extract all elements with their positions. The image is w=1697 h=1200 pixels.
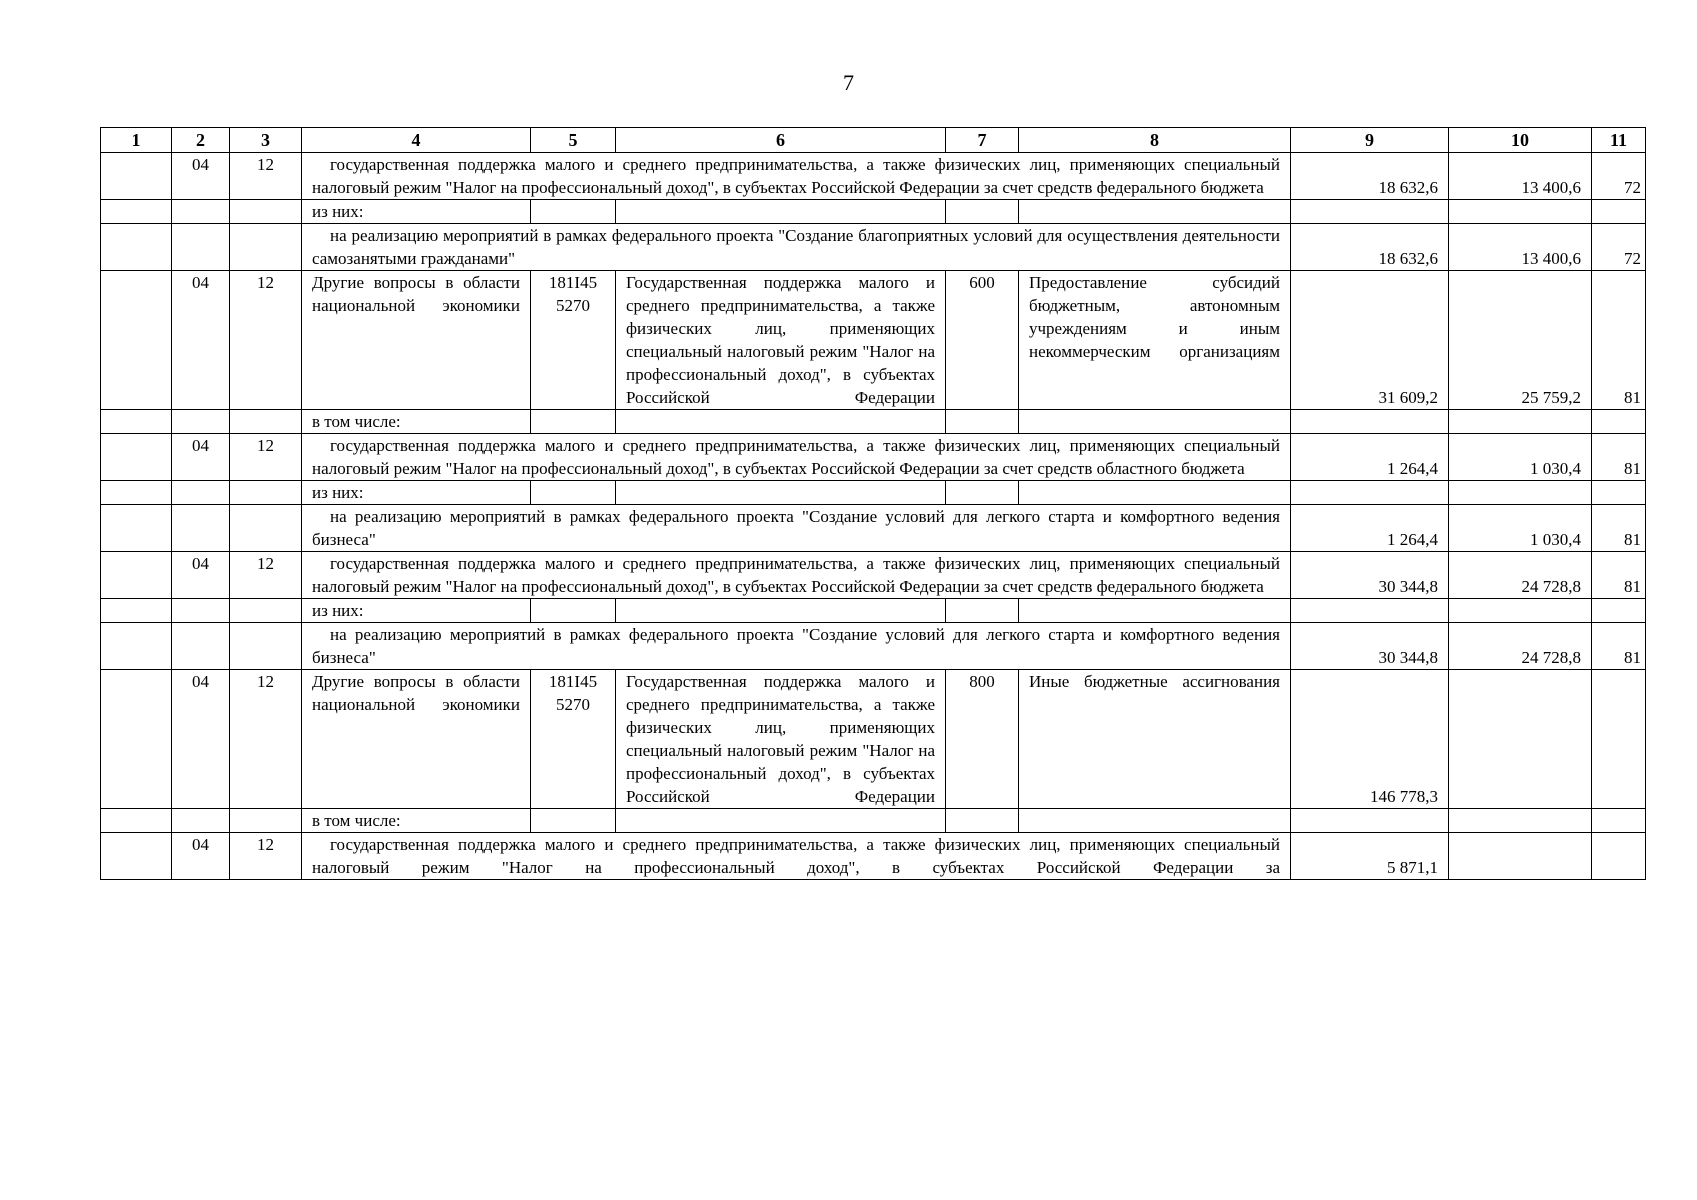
page-number: 7	[843, 70, 854, 95]
amount-col9: 18 632,6	[1291, 224, 1449, 271]
percent-col11: 81	[1592, 434, 1646, 481]
percent-col11: 81	[1592, 271, 1646, 410]
column-header: 1	[101, 128, 172, 153]
section-code: 04	[172, 153, 230, 200]
row-label: из них:	[302, 599, 531, 623]
percent-col11: 72	[1592, 224, 1646, 271]
column-header: 11	[1592, 128, 1646, 153]
table-row	[101, 153, 1646, 200]
row-description: государственная поддержка малого и среднего предпринимательства, а также физических лиц, применяющих специальный налоговый режим "Налог на профессиональный доход", в субъектах Российской Федерации за счет средств федерального бюджета	[302, 153, 1291, 200]
amount-col9: 31 609,2	[1291, 271, 1449, 410]
column-header: 4	[302, 128, 531, 153]
section-name: Другие вопросы в области национальной экономики	[302, 271, 531, 410]
amount-col9: 1 264,4	[1291, 505, 1449, 552]
subsection-code: 12	[230, 271, 302, 410]
row-description: на реализацию мероприятий в рамках федерального проекта "Создание благоприятных условий для осуществления деятельности самозанятыми гражданами"	[302, 224, 1291, 271]
column-header: 5	[531, 128, 616, 153]
expense-type-code: 800	[946, 670, 1019, 809]
section-code: 04	[172, 434, 230, 481]
column-header: 8	[1019, 128, 1291, 153]
row-label: в том числе:	[302, 410, 531, 434]
expense-type-name: Иные бюджетные ассигнования	[1019, 670, 1291, 809]
column-header: 3	[230, 128, 302, 153]
table-row	[101, 599, 1646, 623]
amount-col10: 25 759,2	[1449, 271, 1592, 410]
table-row	[101, 434, 1646, 481]
table-row	[101, 809, 1646, 833]
table-row	[101, 552, 1646, 599]
amount-col10: 13 400,6	[1449, 153, 1592, 200]
amount-col10: 1 030,4	[1449, 434, 1592, 481]
column-header-row	[101, 128, 1646, 153]
amount-col10: 1 030,4	[1449, 505, 1592, 552]
column-header: 7	[946, 128, 1019, 153]
percent-col11: 72	[1592, 153, 1646, 200]
row-description: государственная поддержка малого и среднего предпринимательства, а также физических лиц, применяющих специальный налоговый режим "Налог на профессиональный доход", в субъектах Российской Федерации за	[302, 833, 1291, 880]
subsection-code: 12	[230, 670, 302, 809]
row-label: из них:	[302, 200, 531, 224]
table-row	[101, 670, 1646, 809]
percent-col11: 81	[1592, 552, 1646, 599]
amount-col9: 18 632,6	[1291, 153, 1449, 200]
target-article-name: Государственная поддержка малого и среднего предпринимательства, а также физических лиц, применяющих специальный налоговый режим "Налог на профессиональный доход", в субъектах Российской Федерации	[616, 271, 946, 410]
percent-col11	[1592, 670, 1646, 809]
column-header: 10	[1449, 128, 1592, 153]
section-code: 04	[172, 833, 230, 880]
target-article: 181I45 5270	[531, 271, 616, 410]
section-code: 04	[172, 670, 230, 809]
table-row	[101, 200, 1646, 224]
table-row	[101, 271, 1646, 410]
amount-col9: 30 344,8	[1291, 623, 1449, 670]
row-description: на реализацию мероприятий в рамках федерального проекта "Создание условий для легкого старта и комфортного ведения бизнеса"	[302, 623, 1291, 670]
expense-type-code: 600	[946, 271, 1019, 410]
column-header: 9	[1291, 128, 1449, 153]
table-row	[101, 623, 1646, 670]
amount-col10: 13 400,6	[1449, 224, 1592, 271]
row-description: на реализацию мероприятий в рамках федерального проекта "Создание условий для легкого старта и комфортного ведения бизнеса"	[302, 505, 1291, 552]
amount-col9: 5 871,1	[1291, 833, 1449, 880]
section-code: 04	[172, 271, 230, 410]
table-row	[101, 505, 1646, 552]
subsection-code: 12	[230, 434, 302, 481]
percent-col11: 81	[1592, 623, 1646, 670]
amount-col9: 146 778,3	[1291, 670, 1449, 809]
amount-col10: 24 728,8	[1449, 552, 1592, 599]
percent-col11: 81	[1592, 505, 1646, 552]
table-row	[101, 833, 1646, 880]
amount-col10: 24 728,8	[1449, 623, 1592, 670]
amount-col9: 1 264,4	[1291, 434, 1449, 481]
column-header: 6	[616, 128, 946, 153]
column-header: 2	[172, 128, 230, 153]
percent-col11	[1592, 833, 1646, 880]
subsection-code: 12	[230, 552, 302, 599]
target-article-name: Государственная поддержка малого и среднего предпринимательства, а также физических лиц, применяющих специальный налоговый режим "Налог на профессиональный доход", в субъектах Российской Федерации	[616, 670, 946, 809]
table-row	[101, 410, 1646, 434]
row-label: из них:	[302, 481, 531, 505]
amount-col10	[1449, 833, 1592, 880]
row-label: в том числе:	[302, 809, 531, 833]
row-description: государственная поддержка малого и среднего предпринимательства, а также физических лиц, применяющих специальный налоговый режим "Налог на профессиональный доход", в субъектах Российской Федерации за счет средств областного бюджета	[302, 434, 1291, 481]
row-description: государственная поддержка малого и среднего предпринимательства, а также физических лиц, применяющих специальный налоговый режим "Налог на профессиональный доход", в субъектах Российской Федерации за счет средств федерального бюджета	[302, 552, 1291, 599]
table-row	[101, 224, 1646, 271]
section-code: 04	[172, 552, 230, 599]
target-article: 181I45 5270	[531, 670, 616, 809]
section-name: Другие вопросы в области национальной экономики	[302, 670, 531, 809]
budget-table	[100, 127, 1646, 880]
amount-col10	[1449, 670, 1592, 809]
subsection-code: 12	[230, 153, 302, 200]
table-row	[101, 481, 1646, 505]
subsection-code: 12	[230, 833, 302, 880]
amount-col9: 30 344,8	[1291, 552, 1449, 599]
expense-type-name: Предоставление субсидий бюджетным, автономным учреждениям и иным некоммерческим организациям	[1019, 271, 1291, 410]
